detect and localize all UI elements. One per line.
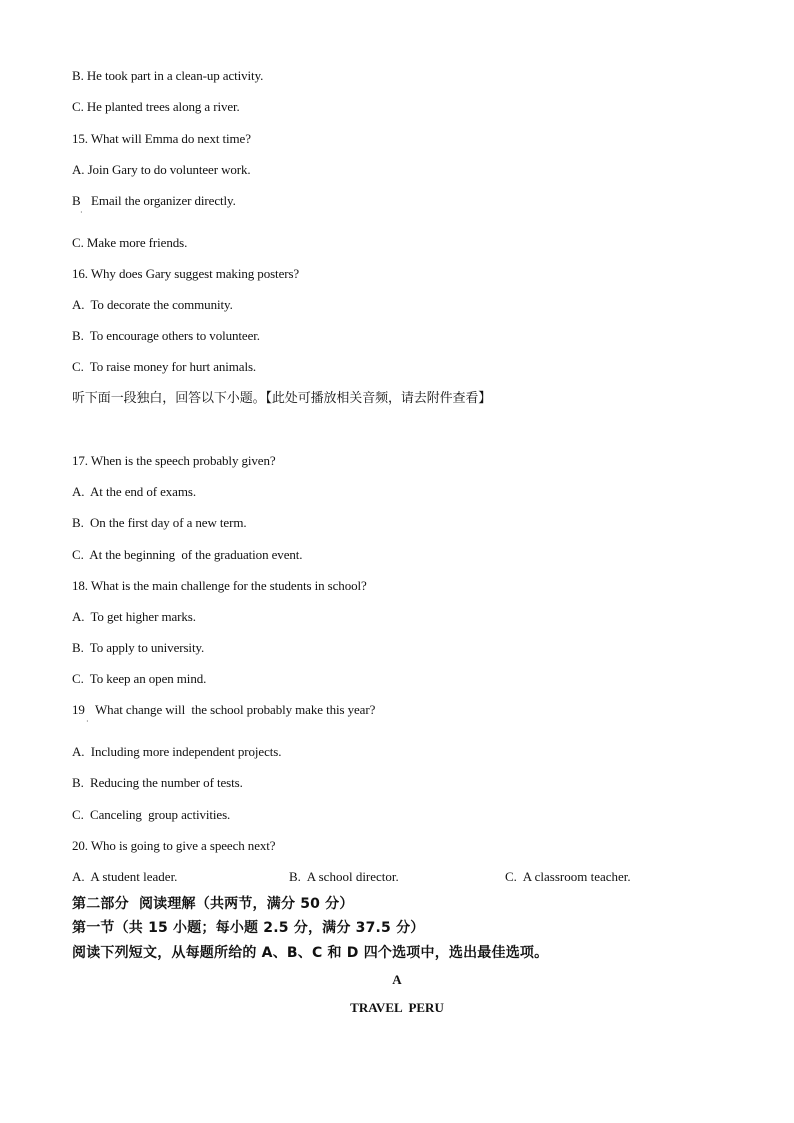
q17-option-a: A. At the end of exams. [72, 484, 196, 499]
q20-option-a: A. A student leader. [72, 869, 178, 884]
q18-option-a: A. To get higher marks. [72, 609, 196, 624]
q19-option-c: C. Canceling group activities. [72, 807, 231, 822]
q20-option-c: C. A classroom teacher. [505, 869, 631, 884]
q19-number: 19 [72, 702, 85, 717]
q15-option-b-prefix: B [72, 193, 81, 208]
q20-question: 20. Who is going to give a speech next? [72, 838, 276, 853]
q16-option-a: A. To decorate the community. [72, 297, 233, 312]
reading-section-title: 第一节（共 15 小题；每小题 2.5 分，满分 37.5 分） [72, 920, 425, 936]
q17-option-c: C. At the beginning of the graduation event. [72, 547, 303, 562]
q15-option-a: A. Join Gary to do volunteer work. [72, 162, 251, 177]
q14-option-b: B. He took part in a clean-up activity. [72, 68, 264, 83]
q16-option-c: C. To raise money for hurt animals. [72, 359, 257, 374]
q19-option-b: B. Reducing the number of tests. [72, 775, 243, 790]
passage-title: TRAVEL PERU [350, 1000, 444, 1015]
q14-option-c: C. He planted trees along a river. [72, 99, 240, 114]
q15-question: 15. What will Emma do next time? [72, 131, 251, 146]
q16-option-b: B. To encourage others to volunteer. [72, 328, 260, 343]
stray-dot-mark: · [86, 717, 89, 726]
passage-letter: A [392, 972, 402, 987]
q20-option-b: B. A school director. [289, 869, 399, 884]
q17-option-b: B. On the first day of a new term. [72, 515, 247, 530]
q18-question: 18. What is the main challenge for the students in school? [72, 578, 367, 593]
reading-part-title: 第二部分 阅读理解（共两节，满分 50 分） [72, 896, 354, 912]
q16-question: 16. Why does Gary suggest making posters? [72, 266, 300, 281]
q15-option-c: C. Make more friends. [72, 235, 188, 250]
q19-option-a: A. Including more independent projects. [72, 744, 282, 759]
monologue-instruction: 听下面一段独白，回答以下小题。【此处可播放相关音频，请去附件查看】 [72, 391, 492, 406]
reading-instruction: 阅读下列短文，从每题所给的 A、B、C 和 D 四个选项中，选出最佳选项。 [72, 945, 549, 961]
q18-option-c: C. To keep an open mind. [72, 671, 207, 686]
q15-option-b-text: Email the organizer directly. [91, 193, 236, 208]
q17-question: 17. When is the speech probably given? [72, 453, 276, 468]
q19-question: What change will the school probably make this year? [95, 702, 376, 717]
stray-dot-mark: · [80, 208, 83, 217]
q18-option-b: B. To apply to university. [72, 640, 205, 655]
